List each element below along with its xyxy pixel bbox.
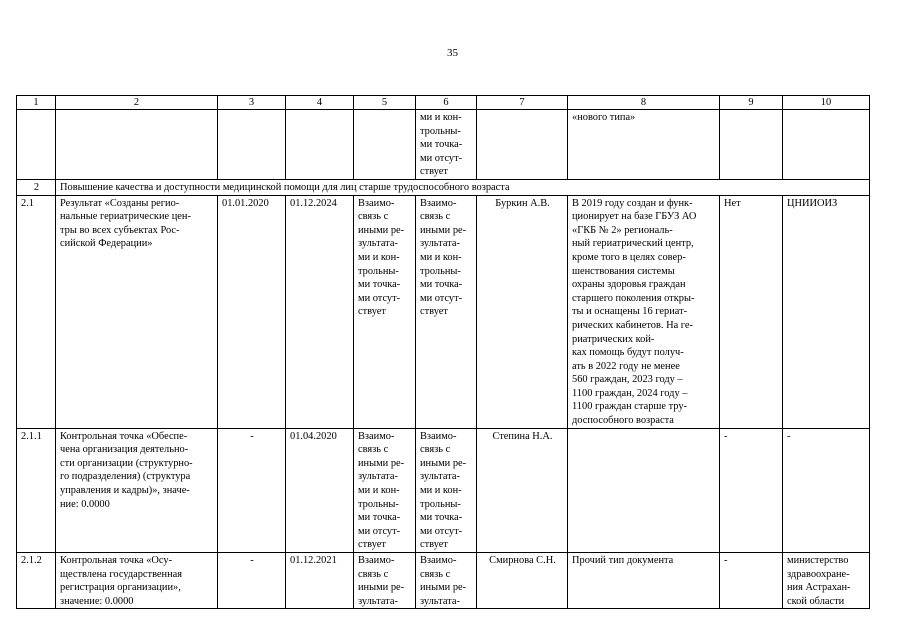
table-cell xyxy=(477,110,568,180)
page-number: 35 xyxy=(447,47,458,59)
table-cell: Взаимо- связь с иными ре- зультата- xyxy=(416,553,477,609)
table-cell: - xyxy=(218,553,286,609)
table-cell: Взаимо- связь с иными ре- зультата- xyxy=(354,553,416,609)
section-title: Повышение качества и доступности медицинской помощи для лиц старше трудоспособного возраста xyxy=(56,179,870,195)
table-cell xyxy=(568,428,720,552)
table-cell: 2.1.2 xyxy=(17,553,56,609)
table-cell: Буркин А.В. xyxy=(477,195,568,428)
column-number: 2 xyxy=(56,96,218,110)
table-cell: Смирнова С.Н. xyxy=(477,553,568,609)
table-cell: ми и кон- трольны- ми точка- ми отсут- ствует xyxy=(416,110,477,180)
column-number: 8 xyxy=(568,96,720,110)
table-cell: - xyxy=(783,428,870,552)
table-row xyxy=(17,195,870,428)
table-cell xyxy=(286,110,354,180)
section-row xyxy=(17,179,870,195)
table-row xyxy=(17,553,870,609)
table-cell: 2.1.1 xyxy=(17,428,56,552)
table-cell: Контрольная точка «Обеспе- чена организация деятельно- сти организации (структурно- го подразделения) (структура управления и кадры)», значе- ние: 0.0000 xyxy=(56,428,218,552)
table-cell: 01.04.2020 xyxy=(286,428,354,552)
table-cell: - xyxy=(720,428,783,552)
table-row xyxy=(17,428,870,552)
table-cell: Степина Н.А. xyxy=(477,428,568,552)
table-cell: - xyxy=(720,553,783,609)
table-cell: министерство здравоохране- ния Астрахан- ской области xyxy=(783,553,870,609)
column-number: 1 xyxy=(17,96,56,110)
table-cell: Прочий тип документа xyxy=(568,553,720,609)
column-number: 3 xyxy=(218,96,286,110)
table-row xyxy=(17,110,870,180)
column-number: 9 xyxy=(720,96,783,110)
table-cell: 2.1 xyxy=(17,195,56,428)
column-number: 5 xyxy=(354,96,416,110)
table-cell: Нет xyxy=(720,195,783,428)
table-cell: 01.01.2020 xyxy=(218,195,286,428)
table-cell: Результат «Созданы регио- нальные гериатрические цен- тры во всех субъектах Рос- сийской Федерации» xyxy=(56,195,218,428)
table-cell: Взаимо- связь с иными ре- зультата- ми и кон- трольны- ми точка- ми отсут- ствует xyxy=(354,428,416,552)
table-cell: 01.12.2024 xyxy=(286,195,354,428)
table-cell xyxy=(720,110,783,180)
section-number: 2 xyxy=(17,179,56,195)
table-cell: Взаимо- связь с иными ре- зультата- ми и кон- трольны- ми точка- ми отсут- ствует xyxy=(354,195,416,428)
table-cell: 01.12.2021 xyxy=(286,553,354,609)
table-cell: Взаимо- связь с иными ре- зультата- ми и кон- трольны- ми точка- ми отсут- ствует xyxy=(416,195,477,428)
table-cell xyxy=(218,110,286,180)
table-cell: «нового типа» xyxy=(568,110,720,180)
table-cell xyxy=(783,110,870,180)
column-number: 6 xyxy=(416,96,477,110)
table-cell: - xyxy=(218,428,286,552)
table-cell xyxy=(354,110,416,180)
table-cell xyxy=(17,110,56,180)
table-cell: ЦНИИОИЗ xyxy=(783,195,870,428)
column-number: 10 xyxy=(783,96,870,110)
table-cell: Взаимо- связь с иными ре- зультата- ми и кон- трольны- ми точка- ми отсут- ствует xyxy=(416,428,477,552)
table-cell xyxy=(56,110,218,180)
column-number: 4 xyxy=(286,96,354,110)
table-cell: В 2019 году создан и функ- ционирует на базе ГБУЗ АО «ГКБ № 2» региональ- ный гериатрический центр, кроме того в целях совер- шенствования системы охраны здоровья граждан старшего поколения откры- ты и оснащены 16 гериат- рических кабинетов. На ге- риатрических кой- ках помощь будут получ- ать в 2022 году не менее 560 граждан, 2023 году – 1100 граждан, 2024 году – 1100 граждан старше тру- доспособного возраста xyxy=(568,195,720,428)
table-cell: Контрольная точка «Осу- ществлена государственная регистрация организации», значение: 0.0000 xyxy=(56,553,218,609)
column-number-row xyxy=(17,96,870,110)
column-number: 7 xyxy=(477,96,568,110)
plan-table xyxy=(16,95,870,609)
